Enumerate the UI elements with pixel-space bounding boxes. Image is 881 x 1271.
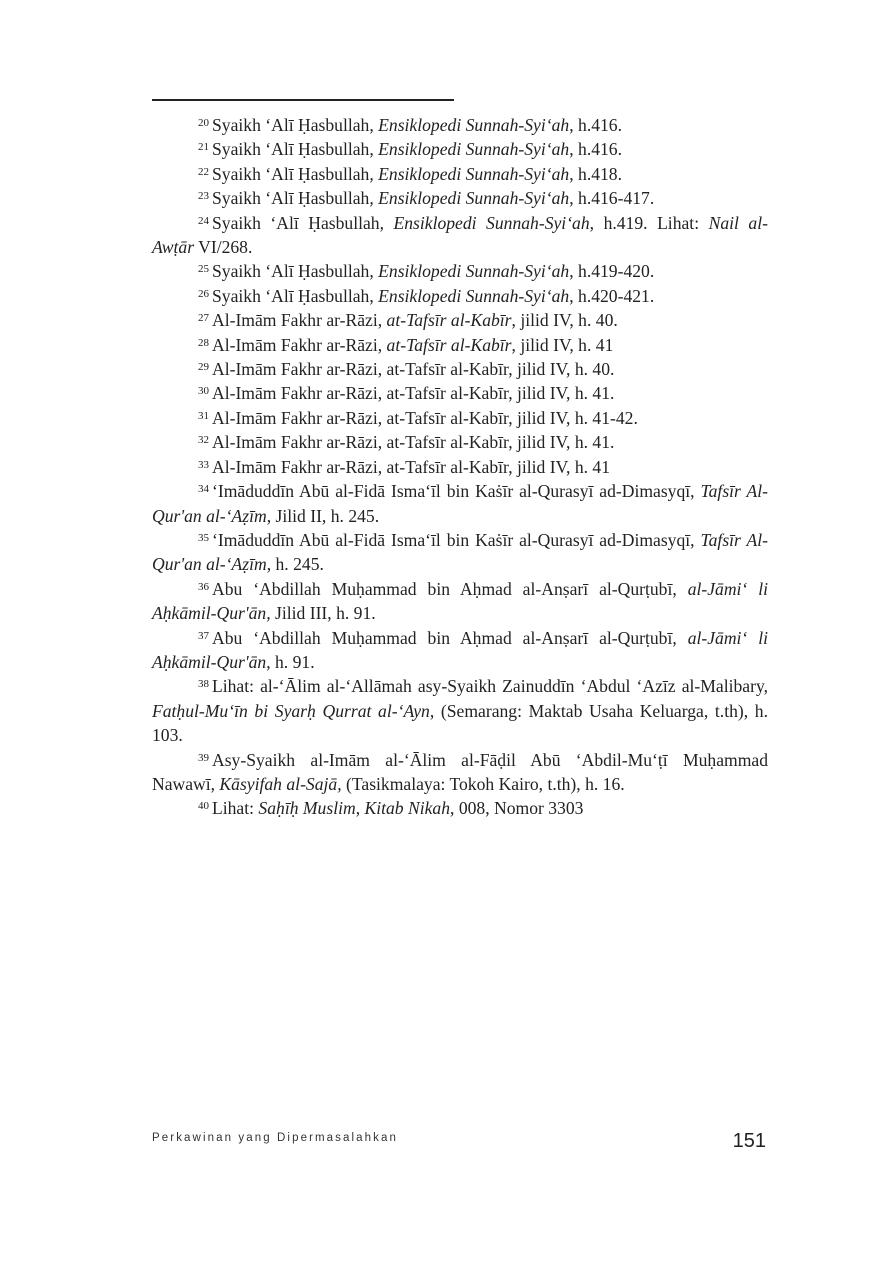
footnote-text: Abu ‘Abdillah Muḥammad bin Aḥmad al-Anṣarī al-Qurṭubī, — [212, 627, 688, 648]
footnote-number: 28 — [198, 336, 209, 349]
footnote-text: (Tasikmalaya: Tokoh Kairo, t.th), h. 16. — [341, 773, 625, 794]
footnote-21 — [152, 137, 768, 161]
footnote-italic-title: Tafsīr Al-Qur'an al-‘Aẓīm — [152, 529, 768, 575]
footnote-number: 24 — [198, 214, 209, 227]
footnote-number: 22 — [198, 165, 209, 178]
footnote-number: 25 — [198, 263, 209, 276]
footnote-text: Syaikh ‘Alī Ḥasbullah — [212, 163, 370, 184]
footnote-text: , — [355, 798, 365, 819]
footnote-number: 31 — [198, 409, 209, 422]
footnote-23 — [152, 186, 768, 210]
footnote-text: , (Semarang: Maktab Usaha Keluarga, t.th), h. 103. — [152, 700, 768, 746]
footnote-number: 21 — [198, 141, 209, 154]
footnote-text: Syaikh ‘Alī Ḥasbullah, — [212, 261, 379, 282]
footnote-28 — [152, 333, 768, 357]
footnote-number: 37 — [198, 629, 209, 642]
footnote-40 — [152, 796, 768, 820]
footnote-text: , h.416-417. — [569, 188, 655, 209]
footnote-text: , 008, Nomor 3303 — [450, 798, 584, 819]
footnote-24 — [152, 211, 768, 260]
footnote-text: Al-Imām Fakhr ar-Rāzi, — [212, 310, 387, 331]
footnote-text: Al-Imām Fakhr ar-Rāzi, at-Tafsīr al-Kabīr, jilid IV, h. 41. — [212, 383, 615, 404]
footnote-italic-title: al-Jāmi‘ li Aḥkāmil-Qur'ān — [152, 627, 768, 672]
footnote-text: Al-Imām Fakhr ar-Rāzi, at-Tafsīr al-Kabīr, jilid IV, h. 40. — [212, 359, 615, 380]
footnote-text: Abu ‘Abdillah Muḥammad bin Aḥmad al-Anṣarī al-Qurṭubī, — [212, 578, 688, 599]
footnote-text: Jilid III, h. 91. — [270, 603, 376, 624]
footnote-29 — [152, 357, 768, 381]
footnote-27 — [152, 308, 768, 332]
footnote-30 — [152, 381, 768, 405]
footnote-34 — [152, 479, 768, 528]
footnote-text: Lihat: — [212, 798, 259, 819]
footnote-number: 40 — [198, 800, 209, 813]
footnote-italic-title: al-Jāmi‘ li Aḥkāmil-Qur'ān, — [152, 578, 768, 624]
footnote-text: , jilid IV, h. 40. — [511, 310, 618, 331]
footnote-text: , h. 91. — [266, 651, 315, 672]
footnote-text: , h.416. — [569, 139, 622, 160]
footnote-italic-title: at-Tafsīr al-Kabīr — [386, 334, 512, 355]
footnote-text: , h.419-420. — [569, 261, 655, 282]
footnote-26 — [152, 284, 768, 308]
footnote-number: 38 — [198, 678, 209, 691]
footnote-text: ‘Imāduddīn Abū al-Fidā Isma‘īl bin Kaṡīr al-Qurasyī ad-Dimasyqī, — [212, 529, 701, 550]
footnote-italic-title: Kitab Nikah — [364, 798, 451, 819]
footnote-text: Al-Imām Fakhr ar-Rāzi, — [212, 334, 387, 355]
footnote-31 — [152, 406, 768, 430]
footnote-italic-title: Nail al-Awṭār — [152, 212, 768, 258]
footnote-italic-title: Ensiklopedi Sunnah-Syi‘ah — [393, 212, 590, 233]
footnote-separator-rule — [152, 99, 454, 101]
footnote-text: , h.419. Lihat: — [589, 212, 709, 233]
page-number: 151 — [732, 1130, 766, 1152]
footnote-number: 29 — [198, 361, 209, 374]
footnote-text: ‘Imāduddīn Abū al-Fidā Isma‘īl bin Kaṡīr al-Qurasyī ad-Dimasyqī, — [212, 481, 701, 502]
footnote-text: Syaikh ‘Alī Ḥasbullah, — [212, 139, 379, 160]
footnote-text: Al-Imām Fakhr ar-Rāzi, at-Tafsīr al-Kabīr, jilid IV, h. 41. — [212, 432, 615, 453]
footnote-number: 20 — [198, 117, 209, 129]
footnote-32 — [152, 430, 768, 454]
footnote-25 — [152, 259, 768, 283]
footnote-35 — [152, 528, 768, 577]
footnote-number: 33 — [198, 458, 209, 471]
footnote-text: Syaikh ‘Alī Ḥasbullah — [212, 188, 370, 209]
footnote-text: Al-Imām Fakhr ar-Rāzi, at-Tafsīr al-Kabīr, jilid IV, h. 41-42. — [212, 407, 638, 428]
footnote-number: 32 — [198, 434, 209, 447]
footnote-number: 27 — [198, 312, 209, 325]
footnote-italic-title: Ensiklopedi Sunnah-Syi‘ah — [378, 115, 570, 135]
footnote-number: 34 — [198, 483, 209, 496]
footnote-text: Lihat: al-‘Ālim al-‘Allāmah asy-Syaikh Zainuddīn ‘Abdul ‘Azīz al-Malibary, — [212, 676, 768, 697]
footnote-20 — [152, 113, 768, 137]
footnote-text: , h. 245. — [266, 554, 324, 575]
footnote-italic-title: Tafsīr Al-Qur'an al-‘Aẓīm — [152, 481, 768, 526]
footnote-number: 39 — [198, 751, 209, 764]
footnote-italic-title: , Ensiklopedi Sunnah-Syi‘ah — [369, 163, 570, 184]
footnote-text: , h.416. — [569, 115, 622, 135]
footnote-39 — [152, 748, 768, 797]
footnote-number: 30 — [198, 385, 209, 398]
footnote-text: Syaikh ‘Alī Ḥasbullah, — [212, 115, 379, 135]
footnote-number: 26 — [198, 287, 209, 300]
footnote-text: Syaikh ‘Alī Ḥasbullah, — [212, 285, 379, 306]
footnote-number: 35 — [198, 531, 209, 544]
footnotes-list — [152, 113, 768, 821]
footnote-text: , jilid IV, h. 41 — [511, 334, 614, 355]
footnote-italic-title: Ensiklopedi Sunnah-Syi‘ah — [378, 261, 570, 282]
footnote-text: VI/268. — [194, 237, 253, 258]
footnote-italic-title: Fatḥul-Mu‘īn bi Syarḥ Qurrat al-‘Ayn — [152, 700, 430, 721]
footnote-number: 23 — [198, 190, 209, 203]
footnote-text: Syaikh ‘Alī Ḥasbullah, — [212, 212, 394, 233]
footnote-37 — [152, 626, 768, 675]
footnote-italic-title: Saḥīḥ Muslim — [258, 798, 356, 819]
footnote-italic-title: at-Tafsīr al-Kabīr — [386, 310, 512, 331]
footnote-italic-title: , Ensiklopedi Sunnah-Syi‘ah — [369, 188, 570, 209]
footnote-38 — [152, 674, 768, 747]
footnote-italic-title: Ensiklopedi Sunnah-Syi‘ah — [378, 285, 570, 306]
running-footer-title: Perkawinan yang Dipermasalahkan — [152, 1132, 399, 1144]
footnote-italic-title: Ensiklopedi Sunnah-Syi‘ah — [378, 139, 570, 160]
footnote-text: Asy-Syaikh al-Imām al-‘Ālim al-Fāḍil Abū ‘Abdil-Mu‘ṭī Muḥammad Nawawī, — [152, 749, 768, 794]
footnote-text: , h.420-421. — [569, 285, 655, 306]
footnote-22 — [152, 162, 768, 186]
footnote-33 — [152, 455, 768, 479]
footnote-text: , Jilid II, h. 245. — [266, 505, 380, 526]
footnote-italic-title: Kāsyifah al-Sajā, — [219, 773, 342, 794]
footnote-text: Al-Imām Fakhr ar-Rāzi, at-Tafsīr al-Kabīr, jilid IV, h. 41 — [212, 456, 611, 477]
footnote-text: , h.418. — [569, 163, 622, 184]
footnote-36 — [152, 577, 768, 626]
footnote-number: 36 — [198, 580, 209, 593]
